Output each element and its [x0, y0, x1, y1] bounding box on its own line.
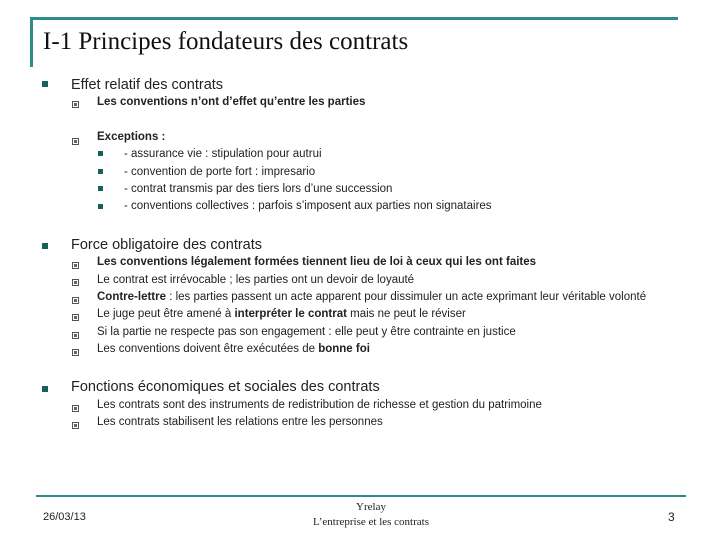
sub-bullet-icon	[98, 186, 103, 191]
list-item: Si la partie ne respecte pas son engagement : elle peut y être contrainte en justice	[97, 326, 516, 338]
footer-author: Yrelay	[356, 501, 386, 513]
section-heading: Force obligatoire des contrats	[71, 237, 263, 253]
list-item: Les contrats sont des instruments de redistribution de richesse et gestion du patrimoine	[97, 399, 542, 411]
list-item: Les conventions légalement formées tiennent lieu de loi à ceux qui les ont faites	[97, 256, 537, 268]
list-item: Contre-lettre : les parties passent un acte apparent pour dissimuler un acte exprimant leur véritable volonté	[97, 291, 647, 303]
section-bullet-icon	[42, 243, 48, 249]
item-bullet-icon	[72, 297, 79, 304]
sub-list-item: - contrat transmis par des tiers lors d’une succession	[124, 183, 393, 195]
item-bullet-icon	[72, 101, 79, 108]
footer-divider	[36, 495, 686, 497]
item-bullet-icon	[72, 332, 79, 339]
sub-bullet-icon	[98, 169, 103, 174]
item-bullet-icon	[72, 349, 79, 356]
section-bullet-icon	[42, 386, 48, 392]
title-accent-vertical	[30, 17, 33, 67]
footer-center	[310, 500, 432, 530]
footer-subtitle: L’entreprise et les contrats	[313, 516, 429, 528]
list-item: Exceptions :	[97, 131, 166, 143]
sub-list-item: - assurance vie : stipulation pour autrui	[124, 148, 322, 160]
section-heading: Effet relatif des contrats	[71, 77, 224, 93]
section-bullet-icon	[42, 81, 48, 87]
item-bullet-icon	[72, 279, 79, 286]
page-number: 3	[668, 510, 675, 524]
list-item: Les contrats stabilisent les relations entre les personnes	[97, 416, 383, 428]
list-item: Le contrat est irrévocable ; les parties ont un devoir de loyauté	[97, 274, 415, 286]
item-bullet-icon	[72, 405, 79, 412]
list-item: Les conventions doivent être exécutées de bonne foi	[97, 343, 370, 355]
item-bullet-icon	[72, 314, 79, 321]
item-bullet-icon	[72, 262, 79, 269]
slide-title: I-1 Principes fondateurs des contrats	[43, 28, 409, 55]
sub-list-item: - conventions collectives : parfois s’imposent aux parties non signataires	[124, 200, 492, 212]
title-accent-horizontal	[30, 17, 678, 20]
item-bullet-icon	[72, 422, 79, 429]
sub-bullet-icon	[98, 204, 103, 209]
sub-bullet-icon	[98, 151, 103, 156]
section-heading: Fonctions économiques et sociales des contrats	[71, 379, 380, 395]
footer-date: 26/03/13	[43, 511, 86, 523]
list-item: Le juge peut être amené à interpréter le contrat mais ne peut le réviser	[97, 308, 466, 320]
item-bullet-icon	[72, 138, 79, 145]
sub-list-item: - convention de porte fort : impresario	[124, 166, 316, 178]
list-item: Les conventions n’ont d’effet qu’entre les parties	[97, 96, 366, 108]
